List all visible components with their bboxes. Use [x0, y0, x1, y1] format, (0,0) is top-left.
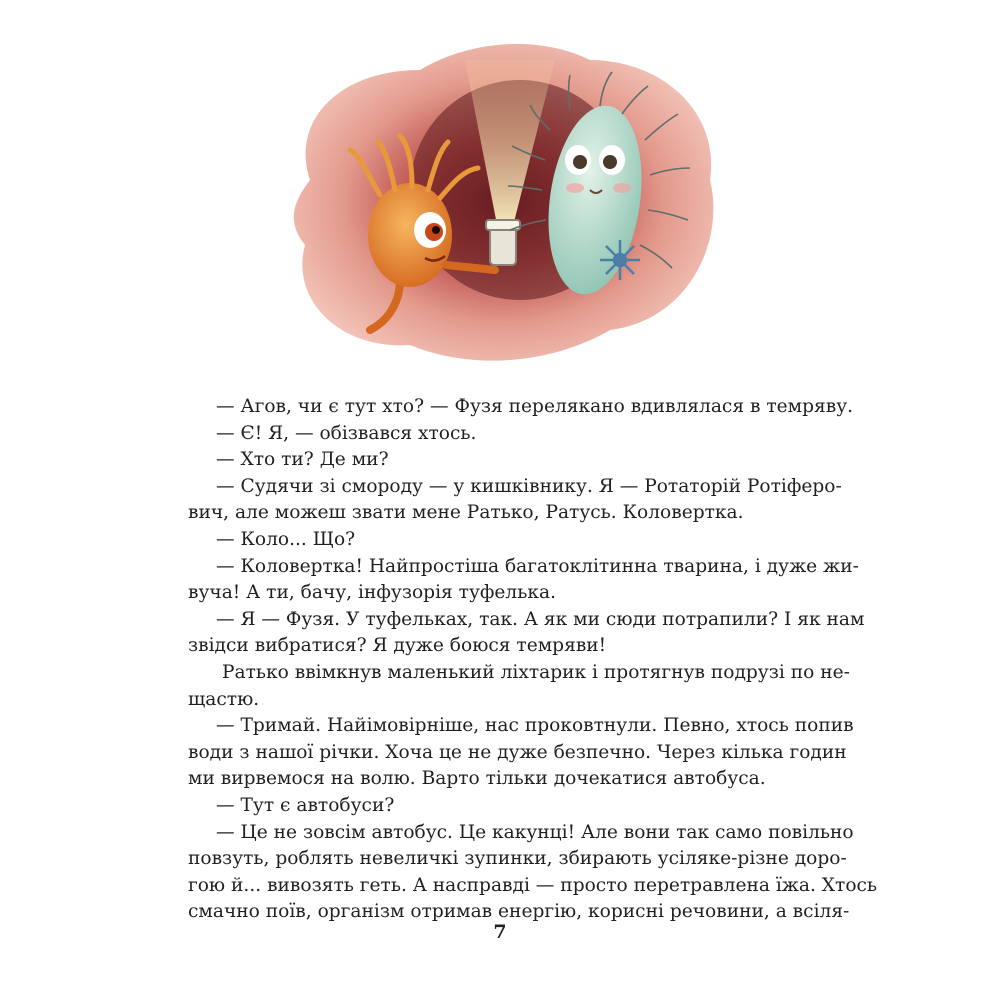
text-line: звідси вибратися? Я дуже боюся темряви!: [188, 635, 607, 657]
text-line: гою й... вивозять геть. А насправді — просто перетравлена їжа. Хтось: [188, 874, 878, 896]
story-text: [188, 394, 878, 926]
text-line: — Тут є автобуси?: [216, 794, 395, 816]
text-line: щастю.: [188, 688, 260, 710]
text-line: — Тримай. Найімовірніше, нас проковтнули. Певно, хтось попив: [216, 715, 854, 737]
text-line: повзуть, роблять невеличкі зупинки, збирають усіляке-різне доро-: [188, 848, 847, 870]
text-line: — Я — Фузя. У туфельках, так. А як ми сюди потрапили? І як нам: [216, 608, 865, 630]
text-line: — Агов, чи є тут хто? — Фузя перелякано вдивлялася в темряву.: [216, 396, 854, 417]
text-line: вич, але можеш звати мене Ратько, Ратусь. Коловертка.: [188, 502, 744, 524]
text-line: — Є! Я, — обізвався хтось.: [216, 422, 477, 444]
text-line: — Хто ти? Де ми?: [216, 449, 389, 471]
text-line: води з нашої річки. Хоча це не дуже безпечно. Через кілька годин: [188, 741, 847, 763]
text-line: Ратько ввімкнув маленький ліхтарик і протягнув подрузі по не-: [222, 661, 850, 683]
text-line: — Це не зовсім автобус. Це какунці! Але вони так само повільно: [216, 821, 854, 843]
text-line: — Судячи зі смороду — у кишківнику. Я — Ротаторій Ротіферо-: [216, 475, 842, 497]
text-line: — Коловертка! Найпростіша багатоклітинна тварина, і дуже жи-: [216, 555, 859, 577]
illustration-icon: [250, 30, 750, 380]
text-line: вуча! А ти, бачу, інфузорія туфелька.: [188, 582, 556, 604]
illustration: [250, 30, 750, 380]
text-line: — Коло... Що?: [216, 528, 356, 550]
text-line: смачно поїв, організм отримав енергію, корисні речовини, а всіля-: [188, 901, 850, 923]
page-number: 7: [493, 921, 507, 943]
text-line: ми вирвемося на волю. Варто тільки дочекатися автобуса.: [188, 768, 766, 790]
